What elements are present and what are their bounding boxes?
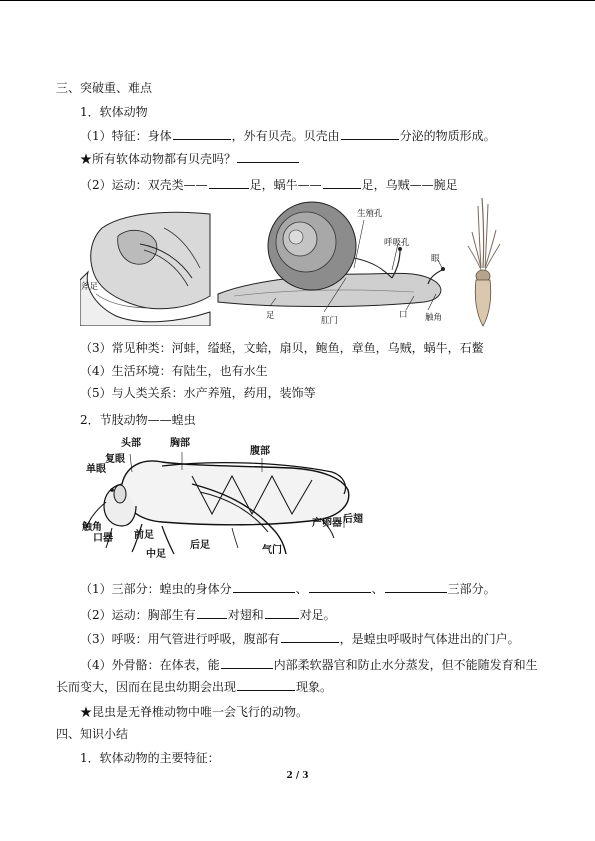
locust-label-hindwing: 后翅: [343, 514, 363, 525]
locust-label-ovipositor: 产卵器: [312, 518, 342, 529]
locust-motion-line: （2）运动：胸部生有 对翅和 对足。: [80, 608, 336, 622]
locust-label-hindleg: 后足: [190, 540, 210, 551]
snail-label-tentacle: 触角: [425, 313, 443, 323]
locust-label-spiracle: 气门: [262, 545, 282, 556]
locust-parts-line: （1）三部分：蝗虫的身体分 、 、 三部分。: [80, 582, 496, 596]
mollusk-relation: （5）与人类关系：水产养殖，药用，装饰等: [80, 386, 316, 400]
locust-label-midleg: 中足: [146, 549, 166, 560]
page-number: 2 / 3: [286, 771, 309, 781]
snail-label-anus: 肛门: [321, 316, 339, 326]
section4-item1: 1．软体动物的主要特征：: [80, 751, 220, 765]
header-rule: [0, 0, 595, 1]
mollusk-species: （3）常见种类：河蚌，缢蛏，文蛤，扇贝，鲍鱼，章鱼，乌贼，蜗牛，石鳖: [80, 341, 484, 355]
answer-blank[interactable]: [237, 678, 295, 691]
locust-label-compound-eye: 复眼: [105, 454, 125, 465]
snail-label-foot: 足: [266, 311, 275, 321]
locust-exo-line1: （4）外骨骼：在体表，能 内部柔软器官和防止水分蒸发，但不能随发育和生: [80, 658, 538, 672]
mollusk-title: 1．软体动物: [80, 105, 148, 119]
insect-star-note: ★昆虫是无脊椎动物中唯一会飞行的动物。: [80, 705, 309, 719]
answer-blank[interactable]: [197, 606, 227, 619]
locust-label-foreleg: 前足: [134, 530, 154, 541]
locust-label-abdomen: 腹部: [250, 446, 270, 457]
answer-blank[interactable]: [265, 606, 299, 619]
answer-blank[interactable]: [309, 580, 371, 593]
mollusk-question-line: ★所有软体动物都有贝壳吗？: [80, 150, 300, 167]
arthropod-title: 2．节肢动物——蝗虫: [80, 413, 196, 427]
bivalve-label-foot: 斧足: [81, 282, 99, 292]
section3-heading: 三、突破重、难点: [56, 81, 153, 95]
answer-blank[interactable]: [237, 150, 299, 163]
snail-illustration: [214, 198, 456, 318]
snail-label-reproductive: 生殖孔: [357, 209, 383, 219]
answer-blank[interactable]: [341, 127, 399, 140]
answer-blank[interactable]: [323, 176, 361, 189]
locust-label-head: 头部: [121, 438, 141, 449]
answer-blank[interactable]: [221, 656, 273, 669]
answer-blank[interactable]: [385, 580, 447, 593]
mollusk-feature-line: （1）特征：身体 ，外有贝壳。贝壳由 分泌的物质形成。: [80, 129, 496, 143]
locust-illustration: [82, 432, 382, 562]
section4-heading: 四、知识小结: [56, 727, 129, 741]
locust-label-thorax: 胸部: [170, 438, 190, 449]
snail-label-mouth: 口: [399, 310, 408, 320]
answer-blank[interactable]: [233, 580, 295, 593]
mollusk-motion-line: （2）运动：双壳类—— 足，蜗牛—— 足，乌贼——腕足: [80, 178, 458, 192]
mollusk-habitat: （4）生活环境：有陆生，也有水生: [80, 364, 268, 378]
locust-label-antenna: 触角: [82, 522, 102, 533]
answer-blank[interactable]: [209, 176, 249, 189]
bivalve-illustration: [80, 208, 212, 326]
squid-illustration: [462, 196, 508, 328]
locust-exo-line2: 长而变大，因而在昆虫幼期会出现 现象。: [56, 680, 333, 694]
answer-blank[interactable]: [281, 630, 339, 643]
locust-breath-line: （3）呼吸：用气管进行呼吸，腹部有 ，是蝗虫呼吸时气体进出的门户。: [80, 632, 520, 646]
answer-blank[interactable]: [173, 127, 231, 140]
locust-label-simple-eye: 单眼: [86, 464, 106, 475]
snail-label-breathing: 呼吸孔: [384, 238, 410, 248]
snail-label-eye: 眼: [431, 254, 440, 264]
locust-label-mouthpart: 口器: [93, 533, 113, 544]
